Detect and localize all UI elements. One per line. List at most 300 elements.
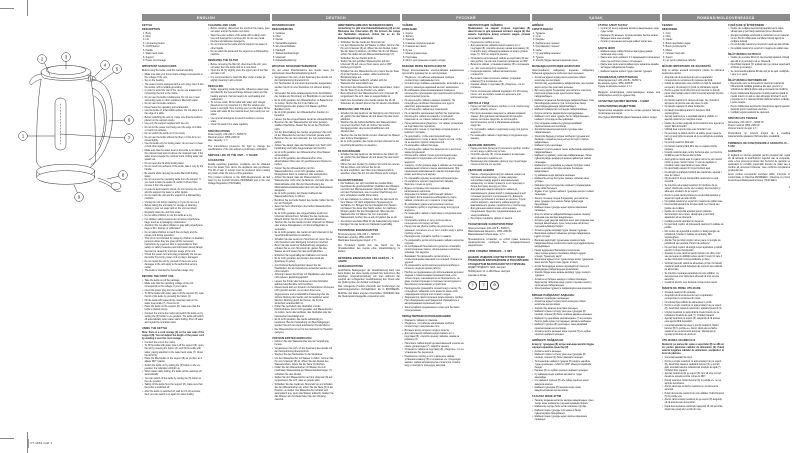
list-item: • Öffnen Sie den Deckel (3), drücken Sie leicht den oberen Teil des Filters und nehmen Sie ihn ab. <box>341 164 400 170</box>
list-item: • Су қайнаған кезде қақпақты ашпаңыз. <box>535 175 594 178</box>
list-item: • Перед снятием фильтра (2) отключите прибор, слейте из него воду и дайте ему остыть. <box>471 148 530 154</box>
list-item: • Folosiţi ceainicul doar pentru fierberea apei, se interzice încălzirea sau fierberea altor lichide. <box>665 152 724 158</box>
section-heading: BETRIEBSLEBENSDAUER DES GERÄTS – 5 JAHRE <box>338 256 394 263</box>
list-item: • Aşezaţi ceainicul pe suport (8), asiguraţi-vă că acesta este aşezat fără denivelări. <box>665 318 724 324</box>
list-item: • Аспапты өз бетіңше жөндеуге тыйым салынады. Ақаулықтар табылған кезде уәкілетті қызмет көрсету орталығына хабарласыңыз. <box>535 279 594 288</box>
list-item: • Шәйнекті сүзгісіз немесе тығыз жабылмаған қақпақпен пайдаланбаңыз. <box>535 149 594 155</box>
list-item: 5. On/Off button <box>146 46 204 49</box>
specifications-list <box>208 134 270 143</box>
description-list <box>142 33 204 64</box>
section <box>728 53 790 77</box>
list-item: • Не погружайте чайник и подставку в воду или другие жидкости. <box>471 129 530 135</box>
section <box>728 117 790 131</box>
list-item: 3. Capac <box>666 39 724 42</box>
list-item: • Place the filled kettle on the support (8) as you like, as it allows 360° rotation. <box>145 358 204 364</box>
list-item: • Отключайте прибор от сети, если вы им не пользуетесь или перед чисткой. <box>405 220 464 226</box>
list-item: • Pentru înlăturarea depunerilor umpleţi ceainicul până la nivelul maxim cu apă cu oţet alimentar dizolvat în ea în proporţie de 2:1. Aduceţi lichidul până la fierbere şi lăsaţi-l peste noapte. <box>731 93 790 105</box>
list-item: 8. Support <box>146 57 204 60</box>
list-item: • Сүзгіні су ағынының астында шайып жуған жөн. <box>601 41 660 44</box>
list-item: 3. Lid <box>146 39 204 42</box>
certification-symbols <box>468 281 530 290</box>
list-item: • Балаларға жұмыс істеп тұрған кезде аспап тұрқысына және желілік бауға тиюге рұқсат етпеңіз. <box>535 259 594 265</box>
list-item: • After the kettle is switched off, wait for 15–30 seconds, then you can switch it on again for water boiling. <box>145 391 204 397</box>
section <box>142 65 204 273</box>
product-title: ШӘЙНЕК <box>532 24 544 27</box>
list-item: 5. Ein-/Ausschalttaste <box>276 46 334 49</box>
list-item: 4. Buton deschidere capac <box>666 43 724 46</box>
list-item: 7. Су деңгейінің шкаласы <box>536 53 594 56</box>
list-item: 5. Клавиша вкл./выкл. <box>406 46 464 49</box>
step-list <box>532 400 594 423</box>
list-item: 7. Шкала уровня воды <box>406 53 464 56</box>
list-item: • Do not wash the kettle and the support in a dishwashing machine. <box>211 51 270 57</box>
section <box>468 256 530 278</box>
section-heading: GUARANTEE <box>208 159 225 163</box>
section-heading: DESCRIPTION <box>142 28 160 32</box>
section <box>338 265 400 298</box>
crop-mark-top-left-vertical <box>27 0 28 16</box>
list-item: • Füllen Sie den Wasserkocher mit Wasser bis zum maximalen Wasserstand am Wasserstandsanzeiger (7), schließen Sie den Deckel. <box>275 367 334 376</box>
list-item: • Для удаления накипи можно использовать специальные средства, предназначенные для электрочайников. <box>471 208 530 217</box>
list-item: • Прибор не предназначен для использования детьми и людьми с ограниченными возможностями, если только лицом, отвечающим за их безопасность, не даны соответствующие и понятные им инструкции о безопасном пользовании устройством. <box>405 272 464 287</box>
section-heading: СИПАТТАМАСЫ <box>532 28 553 32</box>
list-item: • Reinigen Sie das Gerät vom Kalkstein regelmäßig. <box>341 224 400 227</box>
list-item: • Open the lid (3), slightly press the upper part of the filter and take it off. <box>211 70 270 76</box>
list-item: 9. Loc pentru păstrarea cablului <box>666 60 724 63</box>
list-item: • Tauchen Sie nie das Gerät und den Untersatz ins Wasser oder andere Flüssigkeiten, um Stromschlagrisiko zu vermeiden. <box>275 222 334 231</box>
list-item: • Убедитесь, что рабочее напряжение прибора соответствует напряжению сети. <box>405 323 464 329</box>
paragraph: Acest produs corespunde cerinţelor EMC, întocmite în conformitate cu Directiva 89/336/EEC i Directiva cu privire la electrosecuritate/joasă tensiune (73/23 EEC). <box>728 174 790 183</box>
list-item: • Do not use the kettle without the filter or if the lid is not closed tightly. <box>145 137 204 143</box>
list-item: • Benutzen Sie den Wasserkocher auf einer geraden stabilen Oberfläche. Stellen Sie ihn an den Tischrand nicht. <box>275 122 334 131</box>
list-item: • Asiguraţi-vă că tensiunea de lucru a aparatului corespunde cu tensiunea din reţea. <box>665 295 724 301</box>
section-heading: GEWÄHRLEISTUNG <box>338 265 364 269</box>
list-item: • Stellen Sie den Wasserkocher auf den Untersatz (8) auf, vergewissern Sie sich, dass er gerade steht. <box>275 377 334 383</box>
list-item: • Bevor Sie das Gerät zur Aufbewahrung wegpacken, schalten Sie es vom Stromnetz ab, gießen Sie das Wasser ab und lassen Sie das Gerät abkühlen. <box>275 245 334 254</box>
list-item: • Не разрешайте детям касаться корпуса прибора и сетевого шнура во время работы. <box>405 265 464 271</box>
list-item: • Nu lăsaţi niciodată aparatul în funcţiune fără supraveghere. <box>665 110 724 116</box>
list-item: • Не открывайте крышку во время кипячения воды. <box>405 178 464 181</box>
list-item: 4. Қақпақты ашу пернесі <box>536 43 594 46</box>
list-item: • Schalten Sie das Gerät vom Stromnetz ab, wenn Sie es nicht benutzen oder Reinigung vornehmen möchten. <box>275 239 334 245</box>
list-item: • Тазалау алдынан аспапты желіден ажыратыңыз, суын төгіңіз және шәйнектің суыуына мүмкіндік беріңіз. <box>535 400 594 406</box>
list-item: • Es ist nicht gestattet, das Gerät und den Untersatz in der Geschirrspülmaschine zu waschen. <box>341 141 400 147</box>
list-item: • Қақты жою үшін электршәйнектерге арналған арнайы заттарды пайдалануға болады. <box>601 64 660 70</box>
step-list <box>338 154 400 176</box>
list-item: • Шәйнектегі су деңгейінің ең төменгі белгіден төмен және ең жоғарғы белгіден жоғары болмауын қадағалаңыз. <box>535 165 594 174</box>
list-item: • Желілік бау ашасын розеткаға салыңыз. <box>535 308 594 311</box>
list-item: • Шәйнектің сыртқы бетін ылғал матамен сүртіңіз. <box>535 406 594 409</box>
section <box>728 133 790 139</box>
step-list <box>338 183 400 227</box>
list-item: • Um den Wasserkocher mit Wasser zu füllen, nehmen Sie ihn vom Untersatz (8) ab, öffnen Sie den Deckel, indem Sie die Taste (4) drücken, und füllen Sie ihn mit Wasser, achten Sie dabei auf den Wasserstandsanzeiger (7). Schließen Sie den Deckel dicht zu. <box>341 45 400 60</box>
list-item: • Vor der Einschaltung des Geräts vergewissern Sie sich, ob der Wasserkocher auf dem Untersatz gerade steht. <box>275 132 334 138</box>
list-item: • Connect the unit to the mains and switch the kettle on by setting the (5) button to «I» position. The kettle will switch off automatically when water starts boiling. Pour off water and repeat the operation twice. <box>145 313 204 325</box>
list-item: • Nu folosiţi ceainicul fără filtru sau cu capacul închis neetanş. <box>665 146 724 152</box>
list-item: • Es ist nicht gestattet, das eingeschaltete Gerät vom Untersatz abzunehmen. Schalten Sie das Gerät aus, danach können Sie ihn vom Untersatz abnehmen. <box>275 213 334 222</box>
list-item: • Перед тем как убрать прибор на длительное хранение, отключите его от сети, слейте воду и дайте прибору остыть. <box>405 226 464 235</box>
list-item: • Шәйнекті сумен толтыру үшін оны тұғырдан (8) шешіңіз, пернені (4) басып шәйнек қақпағын ашыңыз. <box>535 311 594 317</box>
section <box>468 169 530 221</box>
list-item: 5. Қосу/ажырату пернесі <box>536 46 594 49</box>
section-heading: ШӘЙНЕКТІ ПАЙДАЛАНУ <box>532 339 564 343</box>
list-item: 6. Handle <box>146 50 204 53</box>
list-item: • Включите чайник, установив клавишу (5) в положение «I», при этом загорится подсветка. <box>471 64 530 70</box>
list-item: • Аспапты қақтан мерзімді түрде тазалап тұрыңыз. <box>535 230 594 233</box>
list-item: • Назар аударыңыз! Балаларға полиэтилен пакеттермен немесе пленкамен ойнауға рұқсат етпеңіз. Тунықтыру қаупі! <box>535 250 594 259</box>
safety-list <box>142 74 204 273</box>
section-intro: Электршәйнекті пайдалану алдынан пайдалану бойынша нұсқаулықты зейін қоя оқып шығыңыз. <box>532 69 594 75</box>
list-item: • Nu spălaţi ceainicul şi suportul în maşina de spălat vase. <box>731 48 790 51</box>
list-item: • Place the kettle on the support (8); make sure that the kettle is placed evenly. <box>145 306 204 312</box>
list-item: 2. Filter <box>146 36 204 39</box>
section-heading: ÎNLĂTURAREA FILTRULUI <box>728 53 762 57</box>
list-item: • Будьте осторожны при переносе чайника, наполненного кипятком. <box>405 188 464 194</box>
list-item: 8. Тұғыры <box>536 57 594 60</box>
list-item: • Do not allow children to use the kettle as a toy. <box>145 215 204 218</box>
language-column-kazakh <box>532 14 660 434</box>
list-item: • Der Netzstecker ist mit einem Eurostecker ausgestattet; stecken Sie ihn in eine Steckdose mit sicherer Erdung ein. <box>275 83 334 92</box>
list-item: • Өрт шығу қаупін болдырмау үшін аспапты электрлік розеткаға қосқан кезде ауыстырғыштарды пайдаланбаңыз. <box>535 90 594 99</box>
list-item: • Înainte de pornire asiguraţi-vă că ceainicul este aşezat pe suport fără denivelări. <box>665 123 724 129</box>
spec-item: Volumul maxim de apă: 1,7 l <box>728 127 758 130</box>
list-item: 6. Mâner <box>666 50 724 53</box>
list-item: 2. Сүзгі <box>536 36 594 39</box>
list-item: • Периодически очищайте прибор от накипи. <box>405 236 464 239</box>
recycle-icon: ♻ <box>490 281 499 290</box>
list-item: • Prüfen Sie periodisch das Netzkabel und die Netzsteckdose. Es ist nicht gestattet, den Wasserkocher zu nutzen, wenn das Gehäuse, das Netzkabel oder der Netzstecker beschädigt sind. <box>275 306 334 318</box>
step-list <box>662 292 724 337</box>
list-item: 3. Deckel <box>276 39 334 42</box>
section-intro: Перед использованием электрочайника внимательно прочитайте руководство по эксплуатации. <box>402 69 464 75</box>
section <box>208 130 270 144</box>
list-item: • Depunerile care se formează în interiorul ceainicului influenţează calităţile gustative ale apei, precum şi schimbul de căldură dintre apă şi elementul de încălzire. <box>731 83 790 92</box>
list-item: • Аспапты ұзақ уақытқа сақтауға алып қою алдынан оны желіден ажыратыңыз, суын төгіңіз және аспаптың суыуына мүмкіндік беріңіз. <box>535 220 594 229</box>
section-intro: Vor der ersten Inbetriebnahme des Geräts lesen Sie aufmerksam diese Betriebsanleitung durch. <box>272 69 334 75</box>
list-item: • Introduceţi fişa cablului de alimentare în priză. <box>665 302 724 305</box>
list-item: • Do not allow children to touch the unit body and the power cord during operation. <box>145 232 204 238</box>
list-item: • Do not let the power cord hang over the edge of a table or touch hot surfaces. <box>145 127 204 133</box>
list-item: • Nu folosiţi ceainicul în camera de baie. Nu-l folosiţi în apropiere de piscine sau alte vase cu apă. <box>665 100 724 106</box>
section-heading: ГАРАНТИЯЛЫҚ МІНДЕТТЕМЕ <box>598 105 636 109</box>
list-item: • For children safety reasons do not leave polyethylene bags, used as a packaging, unattended. <box>145 219 204 225</box>
list-item: • Шәйнекті жуынатын бөлмелерде пайдаланбаңыз. Оны бассейндердің немесе суға толтырылған басқа ыдыстардың қасында пайдаланбаңыз. <box>535 100 594 109</box>
list-item: • Wipe the outer surface of the kettle with a damp cloth. Use soft detergents to remove dirt; do not use metal brushes and abrasive detergents. <box>211 35 270 44</box>
section-heading: ТЕХНИКАЛЫҚ СИПАТТАМАСЫ <box>598 75 638 79</box>
list-item: • Switch the kettle on by setting the (5) button to the «I» position; the indication will light up. <box>145 365 204 371</box>
column-body-english <box>142 24 270 430</box>
safety-list <box>662 77 724 285</box>
list-item: • Nu permiteţi ca cablul electric să atârne peste masa de lucru şi aveţi grijă ca acesta să nu se atingă de suprafeţe fierbinţi. <box>665 133 724 142</box>
section <box>598 47 660 74</box>
spec-item: Максимальная мощность: 1850–2200 Вт <box>468 230 512 233</box>
list-item: • Шәйнек ішінде пайда болатын қақ судың дәмдік сапасына әсер етеді. <box>601 51 660 57</box>
language-column-english <box>142 14 270 434</box>
list-item: • Запрещается снимать работающий чайник с подставки. Если возникла необходимость снять чайник, отключите его и снимите с подставки. <box>405 194 464 203</box>
section-heading: ТАЗАЛАУ ЖӘНЕ КҮТІМ <box>532 395 562 399</box>
list-item: • Make sure that the water level in the kettle is not below the minimal mark and not above the maximal mark. If the water level exceeds the maximal mark, boiling water can splash out. <box>145 150 204 162</box>
list-item: • Шәйнекті және тұғырды ыдыс жуатын машинаға салмаңыз. <box>535 416 594 422</box>
column-body-kazakh <box>532 24 660 430</box>
section-note: Note: there is a cord storage (9) on the rear side of the support (8). You can adjust the length of the power cord by winding it over the cord storage. <box>142 331 204 340</box>
paragraph: Сделано в Китае <box>468 275 487 278</box>
list-item: • Протрите внешнюю поверхность чайника влажной тканью. Для удаления загрязнений используйте мягкие чистящие средства, не используйте металлические щетки и абразивные моющие средства. <box>471 113 530 128</box>
language-header-kazakh: ҚАЗАҚ <box>532 14 660 21</box>
spec-item: Power supply: 220–240 V ~ 50/60 Hz <box>208 134 247 137</box>
list-item: • Berühren Sie nie heiße Stellen des Geräts, halten Sie ihn nur am Handgriff. <box>275 200 334 206</box>
section-heading: SERVICE LIFE OF THE UNIT – 5 YEARS <box>208 153 258 157</box>
list-item: • Рекомендуется промывать фильтр под струей воды, слегка почистив его щеткой. <box>471 161 530 167</box>
list-item: • Connect the unit to the mains. <box>145 342 204 345</box>
language-header-russian: РУССКИЙ <box>402 14 530 21</box>
list-item: • The power cord is equipped with a euro plug; insert it into the socket, with a reliable grounding. <box>145 84 204 90</box>
section <box>272 337 334 402</box>
list-item: • Используйте чайник только для кипячения воды, запрещается подогревать или кипятить другие жидкости. <box>405 155 464 164</box>
section <box>662 28 724 63</box>
list-item: • Entfernen Sie regelmäßig den Kalkstein vom Gerät. <box>275 255 334 258</box>
list-item: • Aparatul nu este destinat pentru folosire de către copii sau persoane cu abilităţi reduse decât în cazul în care li se dau instrucţiuni corespunzătoare şi clare. <box>665 253 724 262</box>
list-item: • Es ist nicht gestattet, den Wasserkocher im Badezimmer zu nutzen. Nutzen Sie ihn in der Nähe von Swimmingpools oder anderen mit Wasser gefüllten Behältern nicht. <box>275 100 334 112</box>
list-item: • Never leave the operating unit unattended. <box>145 107 204 110</box>
language-header-deutsch: DEUTSCH <box>272 14 400 21</box>
section-heading: FILTERABNAHME <box>338 149 361 153</box>
spec-item: Электропитание: 220–240 В ~ 50/60 Гц <box>468 227 511 230</box>
list-item: • Установите чайник на подставку (8), убедитесь, что он установлен без перекосов. <box>405 349 464 355</box>
list-item: • Не помещайте чайник и подставку в посудомоечную машину. <box>405 213 464 219</box>
list-item: • Шәйнекті тегіс және тұрақты бетте пайдаланыңыз, шәйнекті үстелдің шетіне қоймаңыз. <box>535 116 594 122</box>
list-item: • Извлеките чайник из упаковки. <box>405 320 464 323</box>
section-heading: GARANŢIE <box>728 150 742 154</box>
list-item: • Es ist nicht gestattet, das Gerät selbständig zu reparieren. Bei der Feststellung von Beschädigungen wenden Sie sich an einen autorisierten Kundendienst. <box>275 319 334 328</box>
section-heading: DESCALING <box>208 85 224 89</box>
list-item: • Шәйнектің ыстық беттеріне тимеңіз, сабынан ғана ұстаңыз. <box>535 178 594 184</box>
list-item: • Dieses Gerät darf von Kindern und behinderten Personen nicht genutzt werden, es sei denn ihnen eine angemessene und verständliche Anweisung über die sichere Nutzung des Geräts und die Gefahren seiner falschen Nutzung durch die Person, die für ihre Sicherheit verantwortlich ist. <box>275 287 334 306</box>
list-item: • Es ist nicht gestattet, den Wasserkocher ohne Wasser einzuschalten. <box>275 152 334 158</box>
spec-item: Maximales Fassungsvermögen: 1,7 L <box>338 239 377 242</box>
section <box>338 257 400 264</box>
section-heading: MĂSURI IMPORTANTE DE SIGURANŢĂ <box>662 65 712 69</box>
list-item: • Вставьте вилку сетевого шнура в розетку. <box>405 330 464 333</box>
list-item: • Sie können den Wasserkocher selbst ausschalten, indem Sie die Taste (5) in die Position «0» stellen. <box>341 87 400 93</box>
spec-item: Maximal power: 1850–2200 W <box>208 137 240 140</box>
list-item: • Vergewissern Sie sich, ob die Spannung des Geräts mit der Netzspannung übereinstimmt. <box>275 77 334 83</box>
list-item: • Жеткізілім жиынтығына кіретін тұғырды ғана пайдаланыңыз. <box>535 129 594 135</box>
list-item: • Сіз шәйнекті пернені (5) «0» күйіне орнатып өзіңіз ажырата аласыз. <box>535 380 594 386</box>
list-item: • Электршәйнек тұрмыста пайдалануға ғана арналған. <box>535 288 594 291</box>
section <box>598 24 660 44</box>
section-intro: Before using the kettle, read this manual carefully. <box>142 69 194 72</box>
paragraph: Der Produzent behält sich das Recht vor, die Charakteristiken des Geräts ohne Vorankündigung zu ändern. <box>338 245 400 254</box>
section-heading: ÎNAINTE DE PRIMA UTILIZARE <box>662 287 701 291</box>
step-list <box>728 28 790 51</box>
list-item: • După deconectarea ceainicului aşteptaţi 15–30 secunde, după care puteţi să-l porniţi din nou. <box>665 406 724 412</box>
section <box>208 159 270 186</box>
list-item: • Для наполнения чайника водой снимите его с подставки (8), откройте крышку, нажав на клавишу (4), и налейте воду, обращая внимание на шкалу уровня воды (7). Плотно закройте крышку. <box>471 45 530 57</box>
list-item: • Înainte de curăţare deconectaţi aparatul de la reţea, vărsaţi apa şi permiteţi ceainicului să se răcească. <box>731 28 790 34</box>
list-item: 7. Wasserstandsanzeiger <box>276 53 334 56</box>
list-item: • Шәйнекті ғимараттан тыс жерде пайдаланбаңыз. <box>535 109 594 112</box>
spec-item: Судың ең жоғарғы көлемі: 1,7 л <box>598 86 633 89</box>
list-item: • Puteţi deconecta ceainicul de sine stătător, fixând butonul (5) în poziţia «0». <box>665 393 724 399</box>
section-heading: ЭКСПЛУАТАЦИЯ ЧАЙНИКА <box>468 24 503 27</box>
list-item: • Achten Sie darauf, dass der Wasserstand im Wasserkocher nicht unter die Minimal- und nicht über die Maximalmarke sinkt. Bei der Überschreitung der Maximalwasserstandsmarke kann sich das Siedewasser ausgießen. <box>275 177 334 192</box>
list-item: • Conectaţi aparatul la reţea şi porniţi ceainicul, fixând butonul (5) în poziţia «I». Atunci când apa va fierbe ceainicul se va deconecta automat. Vărsaţi apa şi repetaţi procedura de două ori. <box>665 325 724 337</box>
section <box>662 339 724 412</box>
list-item: • Установите наполненный чайник на подставку (8) как вам удобно, так как она позволяет вращение на 360°. <box>471 58 530 64</box>
language-header-romanian: ROMÂNĂ/MOLDOVENEASCĂ <box>662 14 790 21</box>
spec-item: Электрқоректенуі: 220–240 В ~ 50/60 Гц <box>598 80 642 83</box>
list-item: • Benutzen Sie nur den Untersatz, der zum Lieferumfang gehört. <box>275 138 334 144</box>
list-item: • Achten Sie darauf, dass das Netzkabel vom Tisch nicht herabhängt und heiße Gegenstände nicht berührt. <box>275 145 334 151</box>
section-heading: KALKENTFERNUNG <box>338 178 364 182</box>
section-heading: TECHNISCHE EIGENSCHAFTEN <box>338 229 379 233</box>
kettle-diagram <box>8 26 140 206</box>
section-heading: VOR DEM ERSTEN GEBRAUCH <box>272 336 312 340</box>
section-heading: УДАЛЕНИЕ ФИЛЬТРА <box>468 143 496 147</box>
list-item: • Use only the support supplied with the unit. <box>145 123 204 126</box>
list-item: 5. Buton pornire/oprire <box>666 46 724 49</box>
section-heading: SPECIFICAŢII TEHNICE <box>728 117 758 121</box>
safety-list <box>532 77 594 292</box>
section <box>208 24 270 57</box>
step-list <box>532 298 594 337</box>
list-item: • Не помещайте чайник и подставку в посудомоечную машину. <box>471 135 530 141</box>
section-heading: UTILIZAREA CEAINICULUI <box>662 339 696 343</box>
callout-3: 3 <box>64 54 68 60</box>
list-item: • Deconectaţi aparatul de la reţea dacă nu-l folosiţi sau înainte de curăţare. <box>665 204 724 210</box>
step-list <box>208 89 270 127</box>
crop-mark-top-left-horizontal <box>0 8 14 9</box>
list-item: • The kettle is intended for household usage only. <box>145 270 204 273</box>
list-item: • Желілік бауды және ашаны мерзімді түрде тексеріп тұрыңыз. <box>535 272 594 278</box>
list-item: • This unit is not intended for usage by children or disabled persons unless they are given all the necessary instructions by a person who is responsible for their safety on safety measures and information about danger that can be caused by improper usage of the unit. <box>145 238 204 253</box>
list-item: • Nu deschideţi capacul în timpul fierberii apei. <box>665 168 724 171</box>
list-item: • To fill the kettle with water take it off the support (8), open the lid by pressing the button (4), and fill the kettle with water, paying attention to the water level scale (7). Close the lid firmly. <box>145 345 204 357</box>
list-item: • Do not repair the unit by yourself. If there are some damages in the unit apply to the authorized service center. <box>145 261 204 270</box>
list-item: • Nu scufundaţi ceainicul şi suportul în apă sau alte lichide. <box>731 44 790 47</box>
list-item: • Шәйнекті тұғырға (8) орнатыңыз, оның қисаймай орнатылғанына көз жеткізіңіз. <box>535 324 594 330</box>
list-item: • Atunci când scoateţi ceainicul de pe suport (8) asiguraţi-vă că acesta este deconectat. <box>665 399 724 405</box>
list-item: • Taking off the kettle from the support (8), make sure that the kettle is switched off. <box>145 384 204 390</box>
list-item: • Tauchen Sie nie das Gerät und den Untersatz ins Wasser oder andere Flüssigkeiten. <box>341 135 400 141</box>
section <box>728 142 790 149</box>
list-item: • Scale, appearing inside the kettle, influences water taste and disturbs the heat exchange between water and the heating element, that can lead to its overheating and malfunction. <box>211 89 270 101</box>
section <box>142 275 204 325</box>
list-item: • Schalten Sie den Wasserkocher ein, indem Sie die Taste (5) in die Position «I» stellen, dabei leuchtet die Betriebsanzeige auf. <box>341 71 400 80</box>
list-item: • Achtung! Lassen Sie Kinder mit Plastiktüten oder Folien nicht spielen. Erstickungsgefahr! <box>275 274 334 280</box>
list-item: 9. Желілік бауды сақтауға арналған орын <box>536 60 594 63</box>
list-item: • Use the kettle on a flat stable surface. Do not place it on the edge of a table. <box>145 110 204 116</box>
section <box>598 76 660 90</box>
list-item: • You can switch off the kettle by setting the (5) button to the «0» position. <box>145 378 204 384</box>
list-item: • Beim Abnehmen des Wasserkochers vom Untersatz (8) vergewissern Sie sich, dass er ausgeschaltet ist. <box>341 93 400 99</box>
list-item: • Снимая чайник с подставки (8), убедитесь, что он отключен. <box>471 84 530 90</box>
list-item: • Înainte de a depozita aparatul pentru păstrare deconectaţi-l de la reţea, vărsaţi apa şi permiteţi aparatului să se răcească. <box>665 211 724 220</box>
list-item: • Before taking the unit away for storage or cleaning, unplug it, pour out water and let the unit cool down. <box>145 205 204 211</box>
list-item: • Pentru a umple ceainicul cu apă scoateţi-l de pe suport (8), deschideţi capacul, apăsând butonul (4) şi turnaţi apă, acordând atenţie indicatorului nivelului de apă (7). Închideţi bine capacul. <box>665 361 724 373</box>
section-note: Ескерту: тұғырдың (8) артқы жағында желілік бауды сақтауға арналған орын бар (9). <box>532 343 594 349</box>
list-item: • Se interzice să scoateţi ceainicul în funcţiune de pe suport. Dacă este nevoie să-l scoateţi, deconectaţi-l şi abia apoi scoateţi-l de pe suport. <box>665 185 724 194</box>
list-item: • Attention! Do not allow children to play with polyethylene bags or film. Danger of suffocation! <box>145 225 204 231</box>
list-item: • When water starts boiling, the kettle will be switched off automatically. <box>145 371 204 377</box>
list-item: 2. Фильтр <box>406 36 464 39</box>
section-heading: АСПАПТЫҢ ҚЫЗМЕТ МЕРЗІМІ – 5 ЖЫЛ <box>598 99 650 103</box>
list-item: 8. Suport <box>666 57 724 60</box>
list-item: • Желілік бау «еуроашамен» жабдықталған; оны сенімді жерге қосуы бар розеткаға қосыңыз. <box>535 83 594 89</box>
list-item: • Insert the power plug into the socket. <box>145 290 204 293</box>
step-list <box>468 106 530 141</box>
list-item: • Check the power cord and plug periodically. Do not use the kettle if its body, power cord or plug is damaged. <box>145 254 204 260</box>
paragraph: АНДЕР ПРОДАКТС ГмбХ, Австрия <box>468 266 506 269</box>
list-item: • Verificaţi periodic cablul de alimentare şi fişa. Nu folosiţi ceainicul dacă există defecţiuni ale corpului sau cablului de alimentare. <box>665 263 724 272</box>
section-heading: BESCHREIBUNG <box>272 28 294 32</box>
section <box>468 102 530 141</box>
list-item: • Nach dem Ausschalten des Geräts warten Sie 15–30 Sekunden ab, danach können Sie ihn wieder einschalten. <box>341 100 400 106</box>
step-list <box>662 357 724 412</box>
list-item: • Verwenden Sie keine Adapterstecker beim Anschließen des Geräts ans Stromnetz, um Brandrisiko zu vermeiden. <box>275 93 334 99</box>
section <box>662 65 724 285</box>
section-heading: REMOVING THE FILTER <box>208 59 239 63</box>
section <box>272 65 334 334</box>
section-heading: BEFORE THE FIRST USE <box>142 275 174 279</box>
list-item: • Пернені (5) «I» күйіне орнатып шәйнекті қосыңыз. <box>535 370 594 373</box>
list-item: • Es wird empfohlen, den Filter unter Wasserstrahl zu waschen, indem Sie ihn mit einer Bürste leicht reinigen. <box>341 170 400 176</box>
list-item: • To remove scale, fill the kettle with water with vinegar dissolved in it in proportion 2:1. Boil the solution and leave it overnight. Next morning pour out the liquid, fill the kettle with water till the maximal level, boil it and pour out water. <box>211 102 270 117</box>
description-list <box>532 33 594 64</box>
description-list <box>662 33 724 64</box>
list-item: • Make sure that your home mains voltage corresponds to the voltage of the unit. <box>145 74 204 80</box>
safety-list <box>272 77 334 335</box>
section <box>468 223 530 237</box>
list-item: • Шәйнекті тұғырдан (8) шешкен кезде оның ажыратылғанына көз жеткізіңіз. <box>535 387 594 393</box>
list-item: • Используйте чайник на ровной и устойчивой поверхности, не ставьте чайник на край стола. <box>405 116 464 122</box>
language-header-english: ENGLISH <box>142 14 270 21</box>
step-list <box>338 113 400 148</box>
list-item: • Asiguraţi-vă că tensiunea de lucru a aparatului corespunde cu tensiunea din reţeaua electrică. <box>665 77 724 83</box>
column-body-deutsch <box>272 24 400 430</box>
list-item: 8. Подставка <box>406 57 464 60</box>
step-list <box>142 280 204 325</box>
list-item: • Используйте только ту подставку, которая входит в комплект поставки. <box>405 129 464 135</box>
section-heading: ПЕРЕД ПЕРВЫМ ИСПОЛЬЗОВАНИЕМ <box>402 315 451 319</box>
list-item: • Откройте крышку (3), слегка нажмите на верхнюю часть фильтра и снимите его. <box>471 154 530 160</box>
spec-item: Max. capacity: 1.7 l <box>208 140 228 143</box>
page-number: 3 <box>788 185 790 189</box>
section <box>728 79 790 115</box>
list-item: • Следите, чтобы уровень воды в чайнике не был ниже минимальной отметки и выше максимальной. При превышении максимальной отметки кипящая вода может выплеснуться наружу. <box>405 165 464 177</box>
list-item: • Шәйнекті қақтан жүйелі түрде тазалап тұрыңыз. <box>601 71 660 74</box>
list-item: • In order to avoid the risk of fire, do not use adapters for connecting the unit to the mains. <box>145 90 204 96</box>
list-item: • Es ist nicht gestattet, den Wasserkocher ohne abnehmbaren Filter oder mit geschlossenem Deckel zu nutzen. <box>275 158 334 167</box>
section <box>468 144 530 168</box>
section-heading: СРОК СЛУЖБЫ ПРИБОРА – 5 ЛЕТ <box>468 250 513 254</box>
list-item: • Curăţaţi periodic aparatul de depuneri. <box>665 221 724 224</box>
list-item: • Балалар қауіпсіздігі тұрғысынан орама ретінде пайдаланылатын полиэтилен пакеттерді қадағалаусыз қалдырмаңыз. <box>535 240 594 249</box>
list-item: • Wenn das Wasser aufkocht, schaltet sich der Wasserkocher automatisch aus. <box>341 80 400 86</box>
list-item: 9. Kabelaufbewahrung <box>276 60 334 63</box>
list-item: • Clean the kettle from scale regularly. <box>211 124 270 127</box>
step-list <box>468 42 530 100</box>
paragraph: Details regarding guarantee conditions can be obtained from the dealer from whom the appliance was purchased. The bill of sale or receipt must be produced when making any claim under the terms of this guarantee. <box>208 163 270 175</box>
spec-item: Максимальный объем воды: 1,7 л <box>468 233 505 236</box>
list-item: 6. Сабы <box>536 50 594 53</box>
section-heading: WICHTIGE SICHERHEITSHINWEISE <box>272 65 317 69</box>
list-item: • Балаларға шәйнекті ойыншық ретінде пайдалануға рұқсат етпеңіз. <box>535 233 594 239</box>
list-item: • Aşezaţi ceainicul plin pe suport (8) cum vă este comod, deoarece acesta permite rotirea la 360°. <box>665 373 724 379</box>
section-heading: ДАННОЕ ИЗДЕЛИЕ СООТВЕТСТВУЕТ ВСЕМ ТРЕБУЕМЫМ ЕВРОПЕЙСКИМ И РОССИЙСКИМ СТАНДАРТАМ БЕЗОПАСНОСТИ И ГИГИЕНЫ. <box>468 255 529 266</box>
list-item: • Atunci când apa va fierbe ceainicul se va deconecta automat. <box>665 386 724 392</box>
list-item: • Шәйнекті және тұғырды суға немесе басқа сұйықтықтарға батырмаңыз. <box>535 410 594 416</box>
